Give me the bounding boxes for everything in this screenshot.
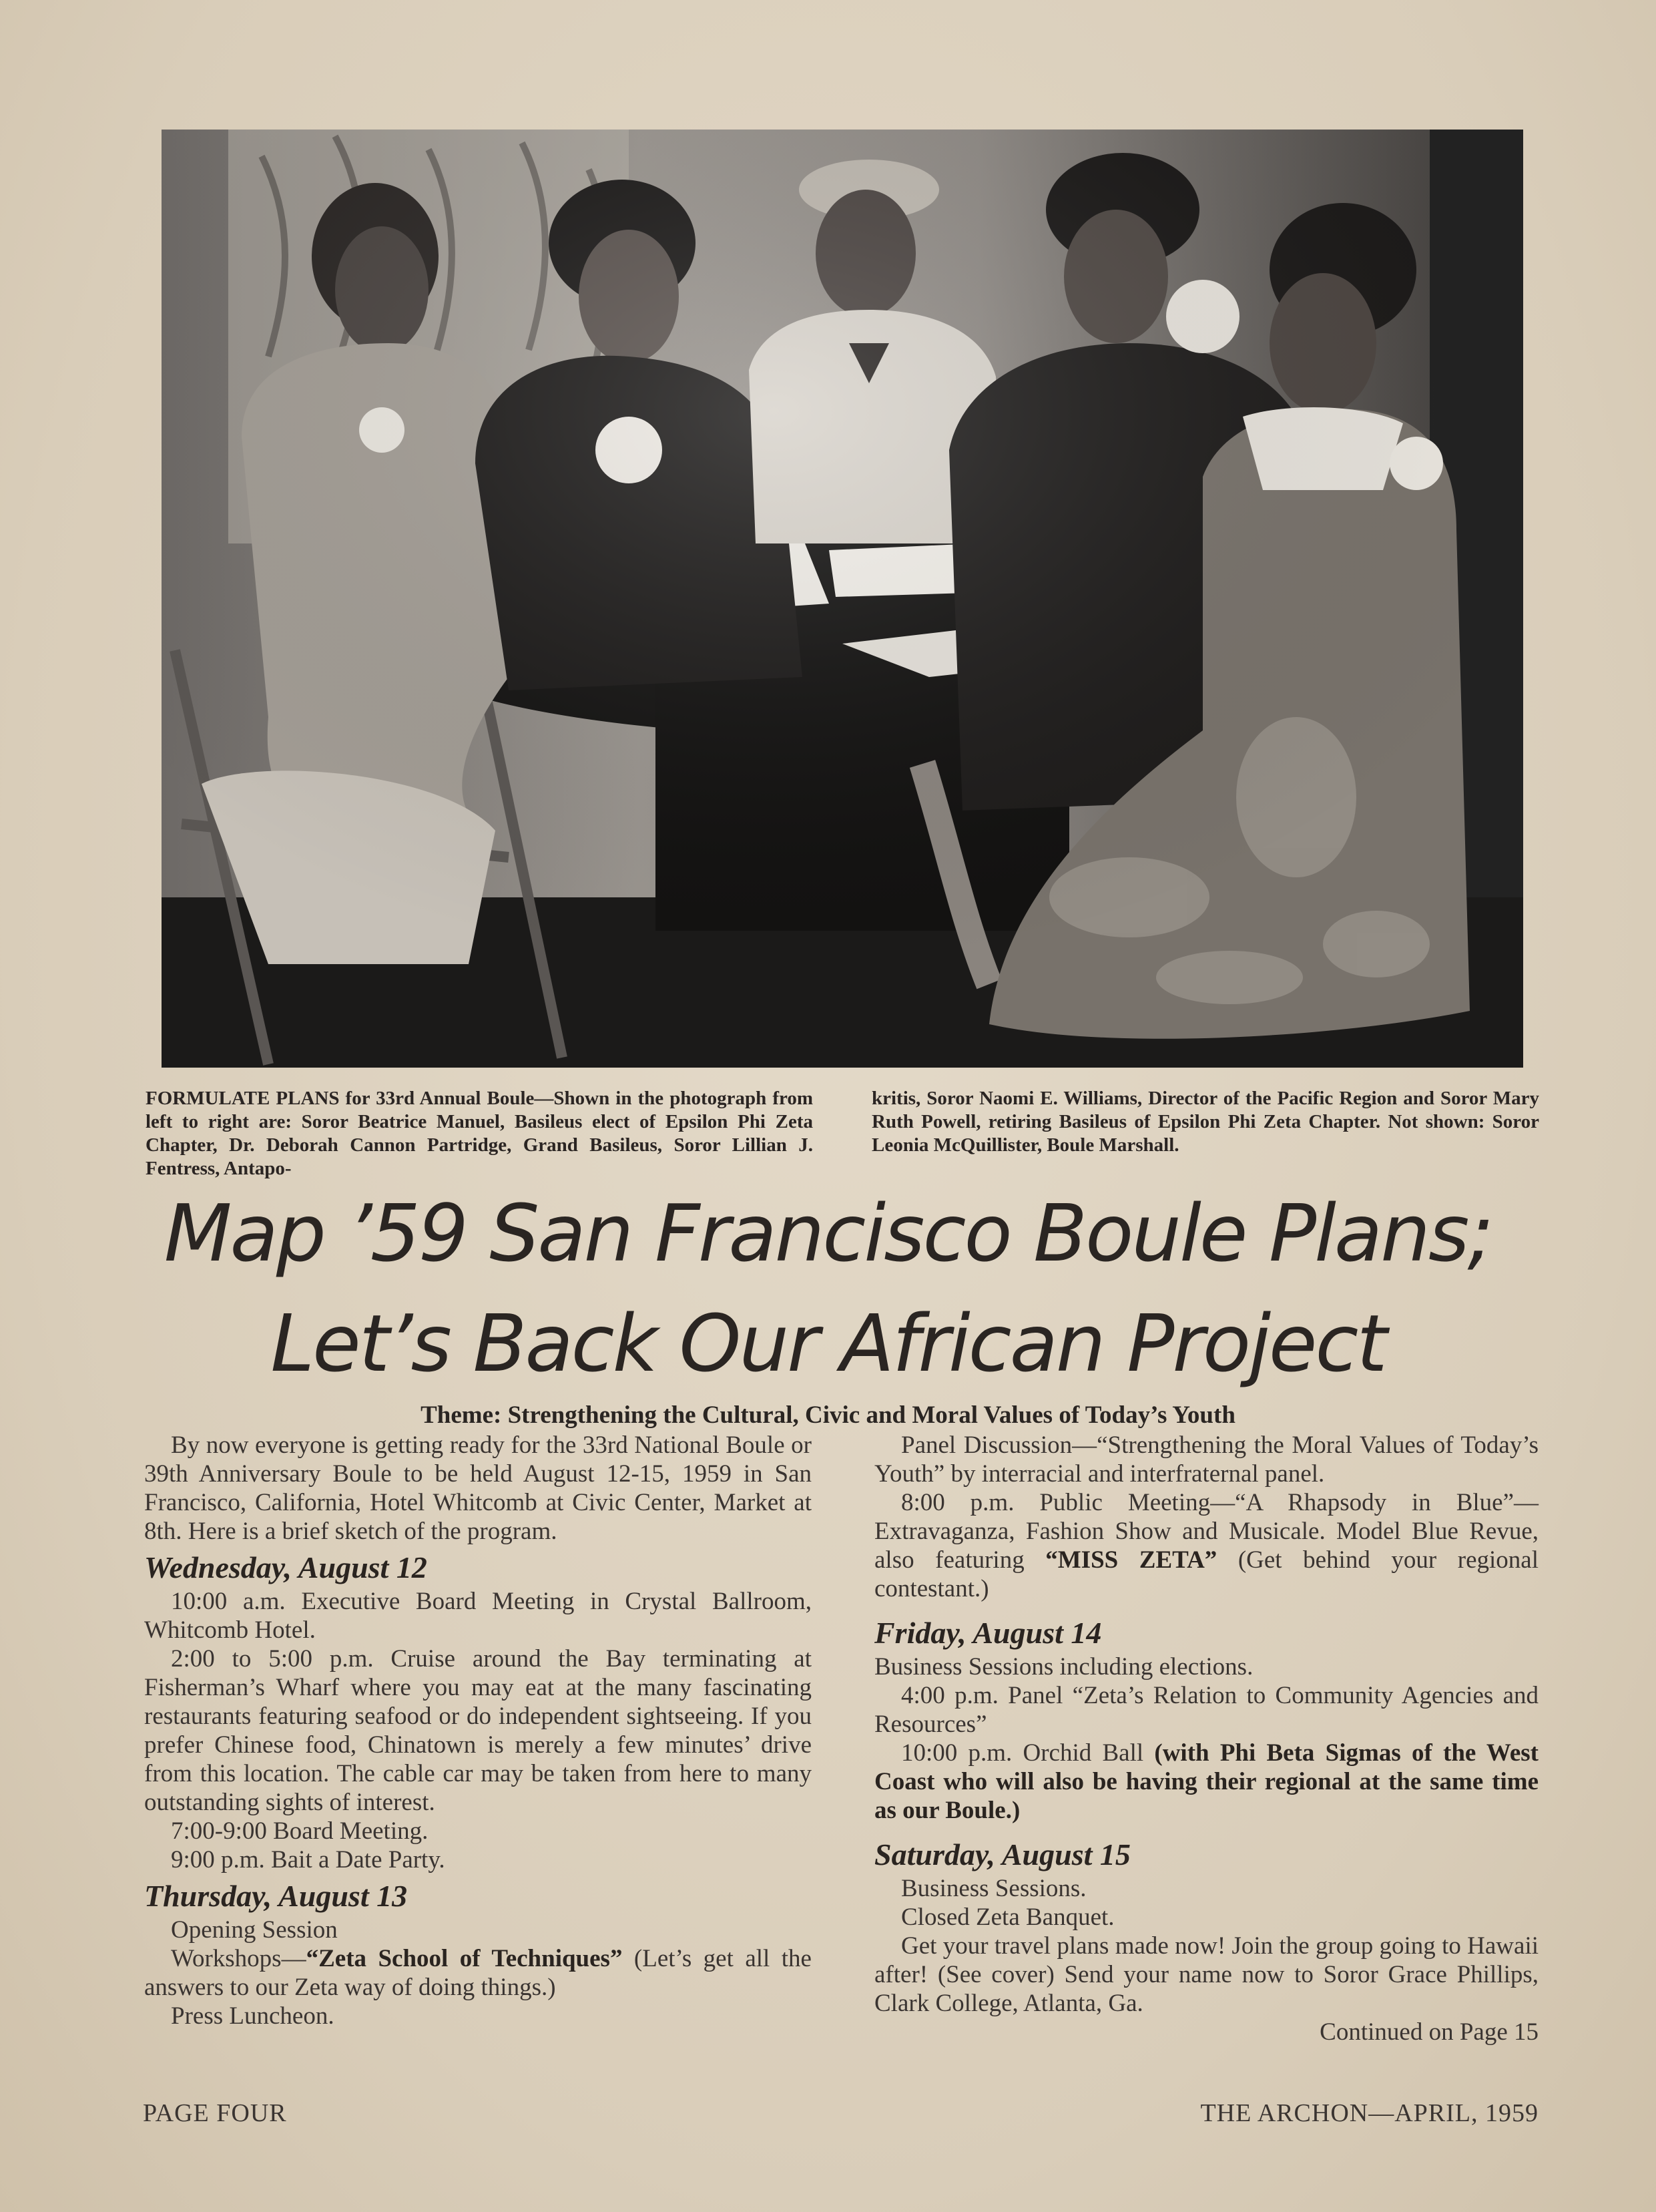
- schedule-text: 8:00 p.m. Public Meeting—“A Rhapsody in Blue”—Extravaganza, Fashion Show and Musicale. Model Blue Revue, also featuring: [874, 1489, 1539, 1574]
- article-column-right: [874, 1431, 1539, 2046]
- schedule-text: Workshops—: [171, 1945, 306, 1972]
- group-photo: [162, 130, 1523, 1068]
- photo-caption-right: kritis, Soror Naomi E. Williams, Director of the Pacific Region and Soror Mary Ruth Powell, retiring Basileus of Epsilon Phi Zeta Chapter. Not shown: Soror Leonia McQuillister, Boule Marshall.: [872, 1088, 1539, 1156]
- schedule-item: Press Luncheon.: [171, 2002, 334, 2030]
- day-heading-wednesday: Wednesday, August 12: [144, 1550, 427, 1584]
- miss-zeta-label: “MISS ZETA”: [1045, 1546, 1217, 1574]
- photo-illustration: [162, 130, 1523, 1068]
- schedule-item: 10:00 a.m. Executive Board Meeting in Crystal Ballroom, Whitcomb Hotel.: [144, 1588, 812, 1644]
- schedule-item: Opening Session: [171, 1916, 338, 1944]
- schedule-item: Get your travel plans made now! Join the group going to Hawaii after! (See cover) Send your name now to Soror Grace Phillips, Clark College, Atlanta, Ga.: [874, 1932, 1539, 2017]
- schedule-item: Business Sessions including elections.: [874, 1653, 1254, 1681]
- day-heading-thursday: Thursday, August 13: [144, 1879, 408, 1913]
- schedule-item: Panel Discussion—“Strengthening the Moral Values of Today’s Youth” by interracial and interfraternal panel.: [874, 1431, 1539, 1488]
- page-number: PAGE FOUR: [143, 2099, 287, 2127]
- orchid-ball-note: (with Phi Beta Sigmas of the West Coast who will also be having their regional at the same time as our Boule.): [874, 1739, 1539, 1824]
- headline-line-1: Map ’59 San Francisco Boule Plans;: [164, 1187, 1492, 1279]
- schedule-item: [874, 1488, 1539, 1603]
- schedule-item: 7:00-9:00 Board Meeting.: [171, 1817, 429, 1845]
- theme-line: Theme: Strengthening the Cultural, Civic and Moral Values of Today’s Youth: [421, 1401, 1235, 1429]
- publication-issue: THE ARCHON—APRIL, 1959: [1200, 2099, 1539, 2127]
- schedule-item: 4:00 p.m. Panel “Zeta’s Relation to Community Agencies and Resources”: [874, 1682, 1539, 1738]
- continued-note: Continued on Page 15: [1320, 2018, 1539, 2046]
- article-column-left: [144, 1431, 812, 2030]
- headline-line-2: Let’s Back Our African Project: [270, 1297, 1386, 1389]
- workshop-title: “Zeta School of Techniques”: [306, 1945, 623, 1972]
- schedule-item: [874, 1739, 1539, 1825]
- schedule-item: [144, 1944, 812, 2002]
- day-heading-friday: Friday, August 14: [874, 1616, 1102, 1650]
- schedule-item: 9:00 p.m. Bait a Date Party.: [171, 1846, 445, 1873]
- intro-paragraph: By now everyone is getting ready for the 33rd National Boule or 39th Anniversary Boule to be held August 12-15, 1959 in San Francisco, California, Hotel Whitcomb at Civic Center, Market at 8th. Here is a brief sketch of the program.: [144, 1431, 812, 1545]
- schedule-text: (Let’s get all the answers to our Zeta way of doing things.): [144, 1945, 812, 2001]
- schedule-item: Business Sessions.: [901, 1875, 1087, 1902]
- schedule-text: (Get behind your regional contestant.): [874, 1546, 1539, 1602]
- schedule-item: Closed Zeta Banquet.: [901, 1904, 1115, 1931]
- photo-caption-left: FORMULATE PLANS for 33rd Annual Boule—Shown in the photograph from left to right are: Soror Beatrice Manuel, Basileus elect of Epsilon Phi Zeta Chapter, Dr. Deborah Cannon Partridge, Grand Basileus, Soror Lillian J. Fentress, Antapo-: [146, 1088, 813, 1179]
- day-heading-saturday: Saturday, August 15: [874, 1837, 1131, 1871]
- schedule-item: 2:00 to 5:00 p.m. Cruise around the Bay terminating at Fisherman’s Wharf where you may eat at the many fascinating restaurants featuring seafood or do independent sightseeing. If you prefer Chinese food, Chinatown is merely a few minutes’ drive from this location. The cable car may be taken from here to many outstanding sights of interest.: [144, 1645, 812, 1816]
- schedule-text: 10:00 p.m. Orchid Ball: [901, 1739, 1155, 1767]
